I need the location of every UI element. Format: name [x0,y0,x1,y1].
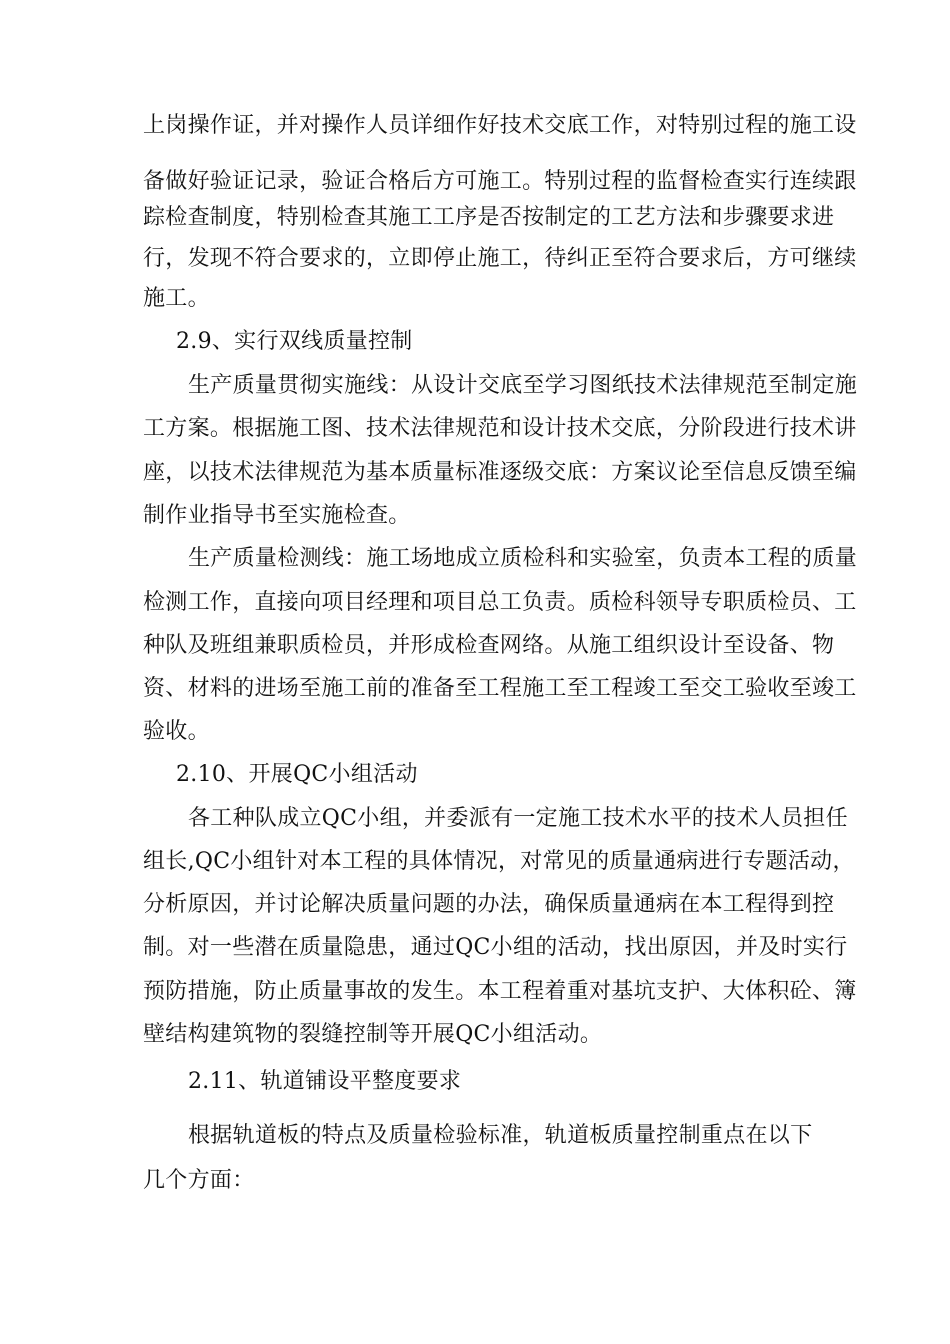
paragraph-line: 组长,QC小组针对本工程的具体情况，对常见的质量通病进行专题活动， [143,849,855,874]
paragraph-line: 行，发现不符合要求的，立即停止施工，待纠正至符合要求后，方可继续 [143,246,857,271]
paragraph-line: 各工种队成立QC小组，并委派有一定施工技术水平的技术人员担任 [188,806,848,831]
section-heading-2-11: 2.11、轨道铺设平整度要求 [188,1069,462,1094]
section-heading-2-10: 2.10、开展QC小组活动 [176,762,418,787]
section-heading-2-9: 2.9、实行双线质量控制 [176,329,413,354]
paragraph-line: 上岗操作证，并对操作人员详细作好技术交底工作，对特别过程的施工设 [143,113,857,138]
paragraph-line: 制作业指导书至实施检查。 [143,503,411,528]
paragraph-line: 预防措施，防止质量事故的发生。本工程着重对基坑支护、大体积砼、簿 [143,979,857,1004]
paragraph-line: 种队及班组兼职质检员，并形成检查网络。从施工组织设计至设备、物 [143,633,835,658]
paragraph-line: 分析原因，并讨论解决质量问题的办法，确保质量通病在本工程得到控 [143,892,835,917]
paragraph-line: 检测工作，直接向项目经理和项目总工负责。质检科领导专职质检员、工 [143,590,857,615]
paragraph-line: 施工。 [143,286,210,311]
paragraph-line: 根据轨道板的特点及质量检验标准，轨道板质量控制重点在以下 [188,1123,813,1148]
paragraph-line: 几个方面： [143,1168,255,1193]
paragraph-line: 制。对一些潜在质量隐患，通过QC小组的活动，找出原因，并及时实行 [143,935,848,960]
paragraph-line: 踪检查制度，特别检查其施工工序是否按制定的工艺方法和步骤要求进 [143,205,835,230]
paragraph-line: 验收。 [143,719,210,744]
paragraph-line: 工方案。根据施工图、技术法律规范和设计技术交底，分阶段进行技术讲 [143,416,857,441]
paragraph-line: 座，以技术法律规范为基本质量标准逐级交底：方案议论至信息反馈至编 [143,460,857,485]
paragraph-line: 壁结构建筑物的裂缝控制等开展QC小组活动。 [143,1022,603,1047]
paragraph-line: 生产质量贯彻实施线：从设计交底至学习图纸技术法律规范至制定施 [188,373,858,398]
paragraph-line: 生产质量检测线：施工场地成立质检科和实验室，负责本工程的质量 [188,546,858,571]
paragraph-line: 资、材料的进场至施工前的准备至工程施工至工程竣工至交工验收至竣工 [143,676,857,701]
paragraph-line: 备做好验证记录，验证合格后方可施工。特别过程的监督检查实行连续跟 [143,169,857,194]
